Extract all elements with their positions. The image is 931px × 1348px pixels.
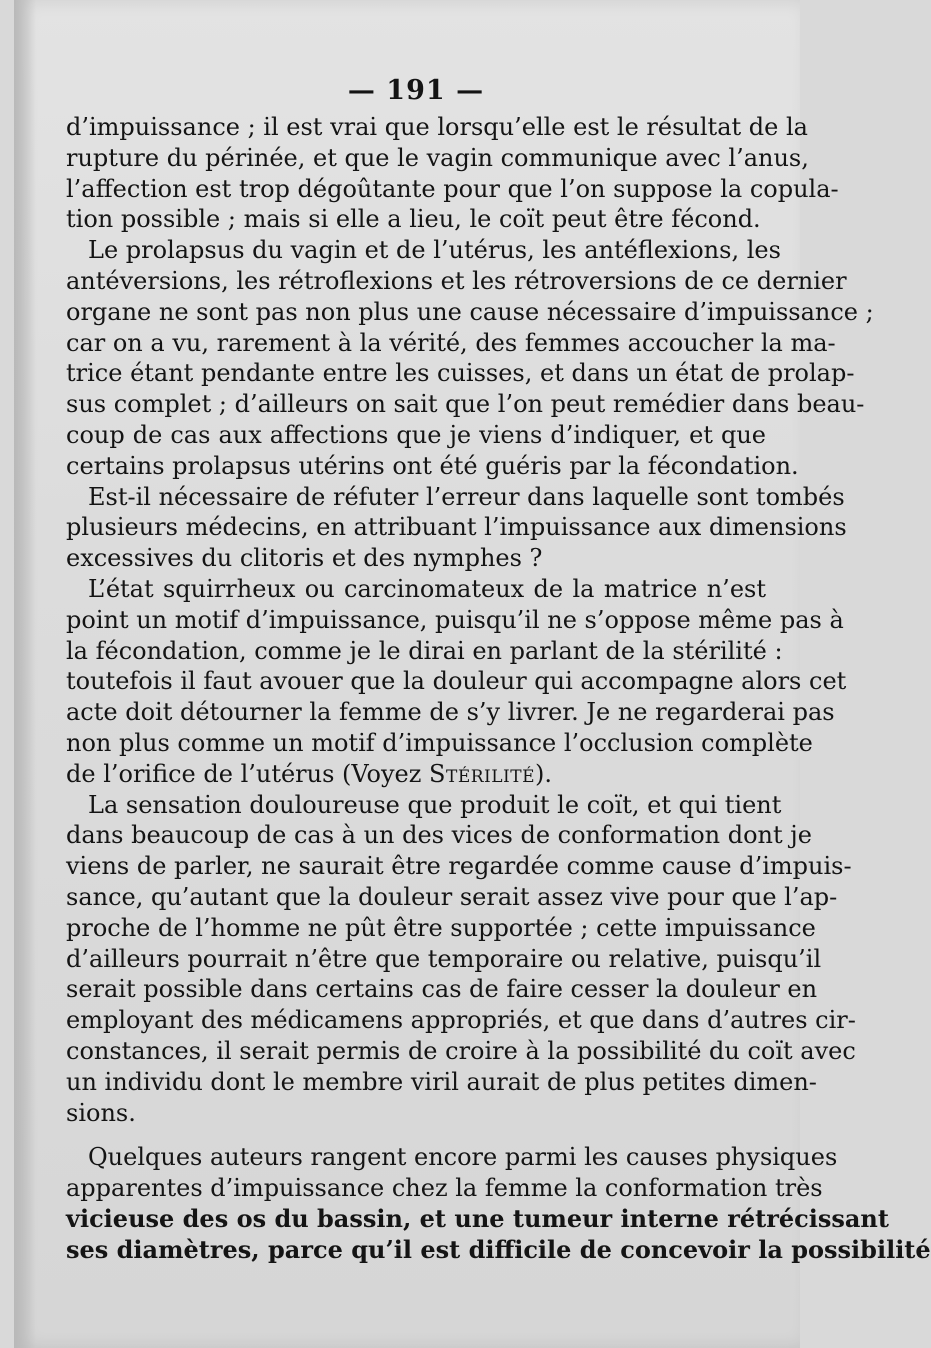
text-line <box>66 1234 931 1266</box>
text-line <box>66 851 852 882</box>
text-run: antéversions, les rétroflexions et les rétroversions de ce dernier <box>66 266 847 295</box>
text-run: Voyez <box>351 759 422 788</box>
text-run: , puisqu’il <box>701 944 822 973</box>
text-line <box>66 143 809 174</box>
text-line <box>66 974 818 1005</box>
text-line <box>66 790 782 821</box>
text-run: trice étant pendante entre les cuisses, et dans un état de prolap- <box>66 359 855 388</box>
text-run: dans beaucoup de cas à un des vices de conformation dont je <box>66 821 812 850</box>
text-line <box>66 1098 766 1129</box>
text-line <box>66 1005 856 1036</box>
text-line <box>66 266 847 297</box>
text-line <box>66 328 836 359</box>
text-run: ). <box>535 759 553 788</box>
text-line <box>66 944 822 975</box>
text-run: L’ <box>88 574 106 603</box>
text-run: temporaire <box>427 944 564 973</box>
text-line <box>66 420 766 451</box>
text-line <box>66 451 799 482</box>
text-run: sance, qu’autant que la douleur serait assez vive pour que l’ap- <box>66 882 838 911</box>
paragraph-gap <box>66 1128 766 1142</box>
text-run: proche de l’homme ne pût être supportée ; cette impuissance <box>66 913 816 942</box>
book-page <box>14 0 931 1348</box>
text-line <box>66 389 865 420</box>
text-run: excessives du clitoris et des nymphes ? <box>66 544 543 573</box>
text-line <box>66 174 839 205</box>
text-line <box>66 728 813 759</box>
text-run: ses diamètres <box>66 1234 252 1264</box>
text-line <box>66 112 808 143</box>
text-run: de l’orifice de l’utérus ( <box>66 759 352 788</box>
text-line <box>66 482 845 513</box>
text-line <box>66 1036 856 1067</box>
page-text <box>66 70 931 1265</box>
text-run: l’affection est trop dégoûtante pour que l’on suppose la copula- <box>66 174 839 203</box>
text-run: viens de parler, ne saurait être regardée comme cause d’impuis- <box>66 852 852 881</box>
text-line <box>66 882 838 913</box>
text-line <box>66 574 766 605</box>
text-run: constances, il serait permis de croire à la possibilité du coït avec <box>66 1036 856 1065</box>
text-run: vicieuse des os du bassin <box>66 1203 403 1233</box>
text-run: ou <box>563 944 609 973</box>
text-run: organe ne sont pas non plus une cause nécessaire d’impuissance ; <box>66 297 874 326</box>
text-run: sensation douloureuse <box>125 790 400 819</box>
text-run: dimensions <box>708 513 847 542</box>
text-run: toutefois il faut avouer que la douleur qui accompagne alors cet <box>66 667 847 696</box>
text-run: non plus comme un motif d’impuissance l’ <box>66 728 580 757</box>
text-run: coup de cas aux affections que je viens d’indiquer, et que <box>66 420 766 449</box>
text-line <box>66 297 874 328</box>
text-line <box>66 666 847 697</box>
text-run: tumeur interne rétrécissant <box>512 1203 889 1233</box>
text-run <box>421 760 429 788</box>
text-run: sions. <box>66 1098 136 1127</box>
text-run: , et une <box>402 1203 513 1233</box>
text-line <box>66 636 783 667</box>
text-run: rupture du périnée, et que le vagin communique avec l’anus, <box>66 143 809 172</box>
body-text <box>66 112 931 1265</box>
text-run: prolapsus du vagin et de l’utérus <box>125 236 528 265</box>
text-line <box>66 512 847 543</box>
text-line <box>66 1203 889 1235</box>
text-line <box>66 605 844 636</box>
text-run: sus complet ; d’ailleurs on sait que l’on peut remédier dans beau- <box>66 390 865 419</box>
text-line <box>66 759 766 790</box>
text-run: n’est <box>697 574 766 603</box>
text-run: plusieurs médecins, en attribuant l’impuissance aux <box>66 513 709 542</box>
text-line <box>66 204 766 235</box>
text-run: La <box>88 790 126 819</box>
text-run: employant des médicamens appropriés, et que dans d’autres cir- <box>66 1006 856 1035</box>
text-run: tion possible ; mais si elle a lieu, le coït peut être fécond. <box>66 205 761 234</box>
text-run: , parce qu’il est difficile de concevoir la possibilité <box>251 1234 931 1264</box>
text-run: Stérilité <box>429 759 536 788</box>
text-run: apparentes d’impuissance chez la femme la <box>66 1174 605 1203</box>
page-gutter-shadow <box>14 0 36 1348</box>
text-run: Est-il nécessaire de réfuter l’erreur dans laquelle sont tombés <box>88 482 845 511</box>
text-run: la fécondation, comme je le dirai en parlant de la <box>66 636 673 665</box>
text-run: serait possible dans certains cas de faire cesser la douleur en <box>66 975 818 1004</box>
text-line <box>66 697 835 728</box>
text-run: d’ailleurs pourrait n’être que <box>66 944 428 973</box>
text-line <box>66 820 812 851</box>
page-number: — 191 — <box>347 75 485 106</box>
text-run: un individu dont le membre viril aurait de plus petites dimen- <box>66 1067 817 1096</box>
text-run: point un motif d’impuissance, puisqu’il ne s’oppose même pas à <box>66 605 844 634</box>
text-run: stérilité : <box>672 636 783 665</box>
text-run: Quelques auteurs rangent encore parmi les causes physiques <box>88 1143 838 1172</box>
text-run: certains prolapsus utérins ont été guéris par la fécondation. <box>66 451 799 480</box>
text-run: d’impuissance ; il est vrai que lorsqu’elle est le résultat de la <box>66 113 808 141</box>
text-line <box>66 543 766 574</box>
text-line <box>66 1142 838 1173</box>
text-run: Le <box>88 236 126 265</box>
text-run: acte doit détourner la femme de s’y livrer. Je ne regarderai pas <box>66 698 835 727</box>
text-line <box>66 1173 823 1204</box>
text-run: occlusion complète <box>579 728 813 757</box>
text-line <box>66 913 816 944</box>
text-run: que produit le coït, et qui tient <box>399 790 782 819</box>
text-line <box>66 235 781 266</box>
text-run: , les antéflexions, les <box>527 236 781 265</box>
text-run: conformation très <box>604 1174 823 1203</box>
text-run: relative <box>608 944 702 973</box>
text-line <box>66 1067 817 1098</box>
text-run: car on a vu, rarement à la vérité, des femmes accoucher la ma- <box>66 328 836 357</box>
text-run: état squirrheux ou carcinomateux de la matrice <box>105 574 698 603</box>
text-line <box>66 358 855 389</box>
